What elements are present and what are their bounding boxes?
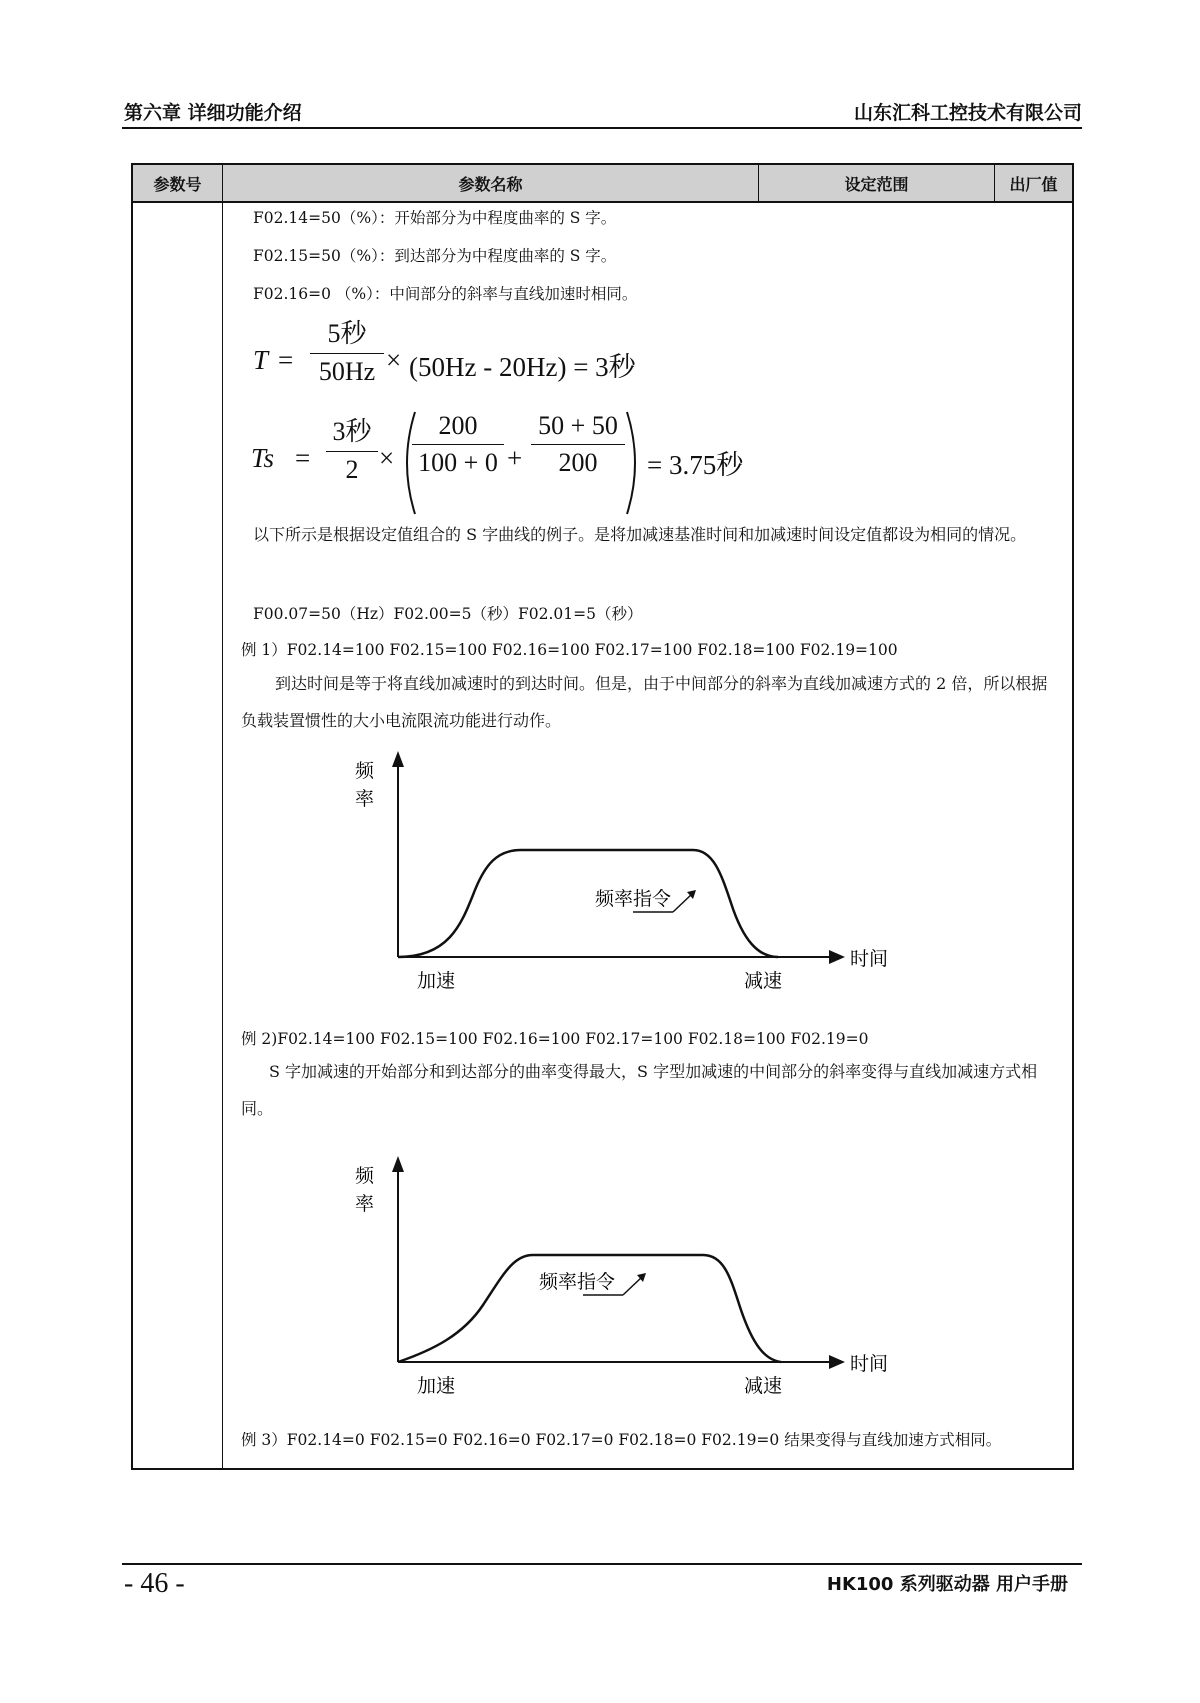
eq2-den3: 200 [558,448,598,477]
s-curve-diagram-1 [333,745,893,1010]
column-header-param-no: 参数号 [133,165,223,201]
column-divider [222,201,223,1468]
eq1-numerator: 5秒 [327,319,367,348]
eq2-lhs: Ts [251,443,275,473]
column-header-range: 设定范围 [759,165,995,201]
example-3: 例 3）F02.14=0 F02.15=0 F02.16=0 F02.17=0 F02.18=0 F02.19=0 结果变得与直线加速方式相同。 [241,1431,1002,1449]
eq2-result: = 3.75秒 [647,450,744,480]
eq2-fraction-2 [412,411,504,478]
column-header-default: 出厂值 [1009,175,1058,194]
curve-label: 频率指令 [539,1271,616,1293]
accel-label: 加速 [417,1375,456,1397]
text-line-1: F02.14=50（%）：开始部分为中程度曲率的 S 字。 [253,209,617,227]
right-paren [623,408,647,518]
y-axis-arrow-icon [392,751,404,767]
curve-label: 频率指令 [595,888,672,910]
decel-label: 减速 [744,1375,783,1397]
column-header-param-name: 参数名称 [223,165,759,201]
accel-label: 加速 [417,970,456,992]
parameter-table [131,163,1074,1470]
settings-line: F00.07=50（Hz）F02.00=5（秒）F02.01=5（秒） [253,605,643,623]
eq1-denominator: 50Hz [318,357,376,386]
page-number: - 46 - [124,1568,185,1599]
example-1: 例 1）F02.14=100 F02.15=100 F02.16=100 F02.17=100 F02.18=100 F02.19=100 [241,641,898,659]
text-line-3: F02.16=0 （%）：中间部分的斜率与直线加速时相同。 [253,285,638,303]
paragraph-2: 到达时间是等于将直线加减速时的到达时间。但是，由于中间部分的斜率为直线加减速方式的 2 倍，所以根据负载装置惯性的大小电流限流功能进行动作。 [241,674,1048,730]
x-axis-label: 时间 [850,1353,889,1375]
chapter-title: 第六章 详细功能介绍 [124,102,302,124]
y-label-1: 频 [355,1165,375,1187]
paragraph-1: 以下所示是根据设定值组合的 S 字曲线的例子。是将加减速基准时间和加减速时间设定值都设为相同的情况。 [253,525,1027,544]
footer-rule [122,1563,1082,1565]
header-rule [122,127,1082,129]
eq2-fraction-1 [326,411,378,485]
y-axis-arrow-icon [392,1156,404,1172]
example-2: 例 2)F02.14=100 F02.15=100 F02.16=100 F02.17=100 F02.18=100 F02.19=0 [241,1030,869,1048]
y-label-1: 频 [355,760,375,782]
eq2-equals: = [295,443,311,473]
company-name: 山东汇科工控技术有限公司 [853,102,1082,124]
y-label-2: 率 [355,788,375,810]
x-axis-arrow-icon [829,1355,845,1369]
manual-title: HK100 系列驱动器 用户手册 [826,1574,1068,1595]
label-pointer [623,1276,643,1295]
paragraph-3: S 字加减速的开始部分和到达部分的曲率变得最大，S 字型加减速的中间部分的斜率变得与直线加减速方式相同。 [241,1062,1038,1118]
eq1-lhs: T [253,345,269,375]
table-header [133,165,1072,203]
x-axis-label: 时间 [850,948,889,970]
y-label-2: 率 [355,1193,375,1215]
frequency-curve [398,850,778,957]
eq2-plus: + [507,443,523,473]
eq1-rest: (50Hz - 20Hz) = 3秒 [409,352,636,382]
eq2-times: × [379,443,395,473]
eq1-times: × [386,345,402,375]
label-pointer [673,893,693,912]
eq2-num2: 200 [438,411,478,440]
s-curve-diagram-2 [333,1150,893,1415]
eq2-num1: 3秒 [332,417,372,446]
eq2-den1: 2 [345,455,359,484]
eq2-num3: 50 + 50 [538,411,618,440]
eq2-den2: 100 + 0 [418,448,498,477]
decel-label: 减速 [744,970,783,992]
x-axis-arrow-icon [829,950,845,964]
text-line-2: F02.15=50（%）：到达部分为中程度曲率的 S 字。 [253,247,617,265]
eq2-fraction-3 [531,411,625,478]
eq1-equals: = [278,345,294,375]
eq1-fraction [310,313,384,387]
